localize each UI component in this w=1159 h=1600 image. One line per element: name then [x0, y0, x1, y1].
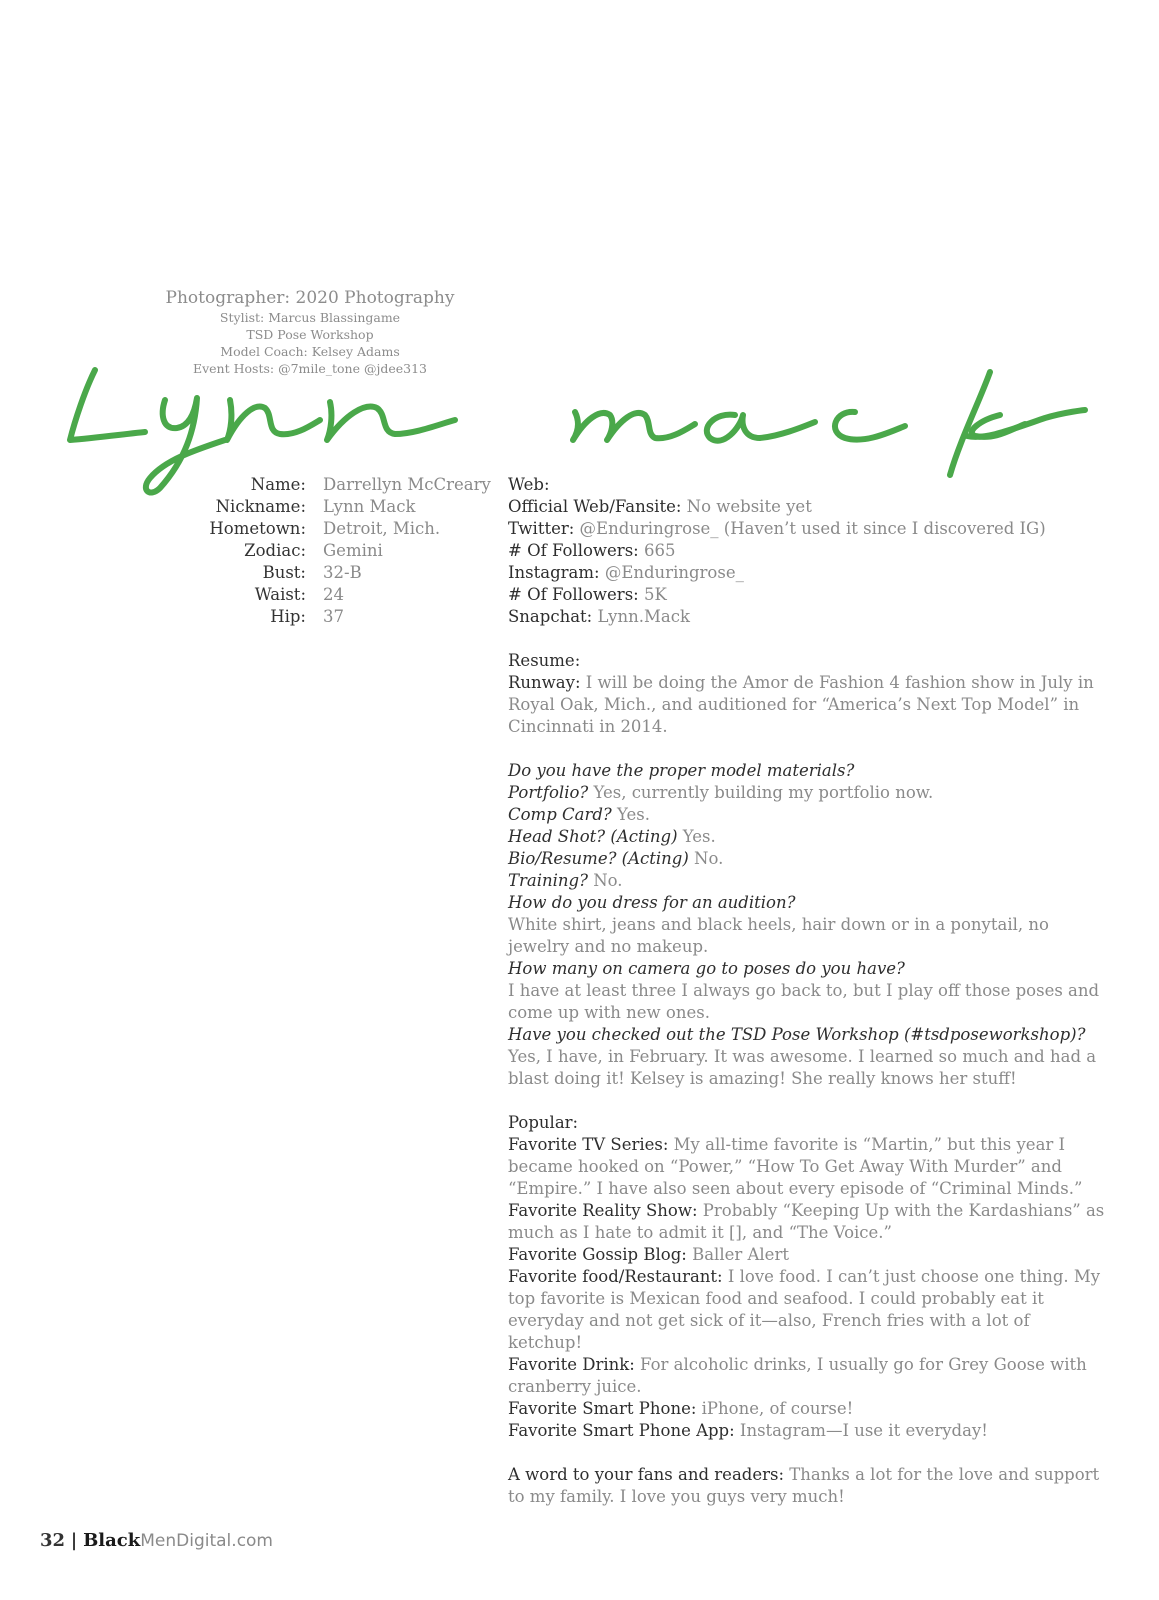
field-value: @Enduringrose_ [599, 563, 744, 582]
field-value: iPhone, of course! [696, 1399, 854, 1418]
poses-question: How many on camera go to poses do you have? [508, 959, 905, 978]
field-value: 5K [638, 585, 667, 604]
favorite-app [508, 1420, 1108, 1442]
stat-key: Nickname: [215, 497, 306, 516]
popular-heading: Popular: [508, 1113, 579, 1132]
web-snapchat [508, 606, 1108, 628]
stat-value: Detroit, Mich. [323, 519, 441, 538]
photographer-credit: Photographer: 2020 Photography [165, 288, 455, 308]
portfolio-line [508, 782, 1108, 804]
head-shot-line [508, 826, 1108, 848]
stat-row [180, 562, 491, 584]
stat-value: 37 [323, 607, 344, 626]
stat-row [180, 518, 491, 540]
question: Bio/Resume? (Acting) [508, 849, 689, 868]
dress-question: How do you dress for an audition? [508, 893, 796, 912]
training-line [508, 870, 1108, 892]
question: Head Shot? (Acting) [508, 827, 678, 846]
web-site [508, 496, 1108, 518]
favorite-reality [508, 1200, 1108, 1244]
favorite-phone [508, 1398, 1108, 1420]
stat-row [180, 584, 491, 606]
dress-answer: White shirt, jeans and black heels, hair down or in a ponytail, no jewelry and no makeup. [508, 915, 1049, 956]
web-instagram-followers [508, 584, 1108, 606]
stat-key: Bust: [262, 563, 306, 582]
field-label: Official Web/Fansite: [508, 497, 682, 516]
stat-key: Waist: [254, 585, 306, 604]
footer-brand: Black [83, 1530, 141, 1551]
field-value: For alcoholic drinks, I usually go for Grey Goose with cranberry juice. [508, 1355, 1087, 1396]
fans-message [508, 1464, 1108, 1508]
field-label: # Of Followers: [508, 541, 639, 560]
web-twitter [508, 518, 1108, 540]
field-label: Favorite Smart Phone App: [508, 1421, 735, 1440]
field-value: Lynn.Mack [592, 607, 690, 626]
stylist-credit: Stylist: Marcus Blassingame [219, 310, 401, 325]
field-label: Favorite Reality Show: [508, 1201, 698, 1220]
field-label: A word to your fans and readers: [508, 1465, 785, 1484]
tsd-question: Have you checked out the TSD Pose Workshop (#tsdposeworkshop)? [508, 1025, 1086, 1044]
field-value: Instagram—I use it everyday! [734, 1421, 988, 1440]
field-label: Runway: [508, 673, 581, 692]
web-twitter-followers [508, 540, 1108, 562]
field-value: Baller Alert [686, 1245, 789, 1264]
stat-row [180, 474, 491, 496]
hosts-credit: Event Hosts: @7mile_tone @jdee313 [192, 361, 428, 376]
answer: Yes, currently building my portfolio now. [588, 783, 934, 802]
question: Comp Card? [508, 805, 612, 824]
poses-answer: I have at least three I always go back to, but I play off those poses and come up with new ones. [508, 981, 1100, 1022]
tsd-answer: Yes, I have, in February. It was awesome. I learned so much and had a blast doing it! Kelsey is amazing! She really knows her stuff! [508, 1047, 1097, 1088]
field-value: Thanks a lot for the love and support to my family. I love you guys very much! [508, 1465, 1100, 1506]
field-label: Favorite Drink: [508, 1355, 635, 1374]
page-footer [40, 1530, 273, 1551]
favorite-tv [508, 1134, 1108, 1200]
workshop-credit: TSD Pose Workshop [246, 327, 374, 342]
stat-key: Zodiac: [244, 541, 306, 560]
question: Portfolio? [508, 783, 589, 802]
question: Training? [508, 871, 588, 890]
resume-heading: Resume: [508, 651, 581, 670]
field-label: # Of Followers: [508, 585, 639, 604]
stat-key: Hometown: [209, 519, 306, 538]
favorite-gossip [508, 1244, 1108, 1266]
answer: No. [587, 871, 623, 890]
answer: Yes. [677, 827, 716, 846]
field-label: Favorite TV Series: [508, 1135, 669, 1154]
field-value: Probably “Keeping Up with the Kardashians” as much as I hate to admit it [], and “The Voice.” [508, 1201, 1105, 1242]
stat-value: Lynn Mack [323, 497, 416, 516]
field-value: My all-time favorite is “Martin,” but this year I became hooked on “Power,” “How To Get Away With Murder” and “Empire.” I have also seen about every episode of “Criminal Minds.” [508, 1135, 1083, 1198]
materials-question: Do you have the proper model materials? [508, 761, 855, 780]
web-instagram [508, 562, 1108, 584]
coach-credit: Model Coach: Kelsey Adams [220, 344, 400, 359]
bio-resume-line [508, 848, 1108, 870]
field-label: Favorite Smart Phone: [508, 1399, 697, 1418]
comp-card-line [508, 804, 1108, 826]
stat-key: Hip: [270, 607, 306, 626]
favorite-food [508, 1266, 1108, 1354]
answer: No. [688, 849, 724, 868]
model-stats [180, 474, 491, 628]
stat-value: 24 [323, 585, 344, 604]
footer-separator: | [70, 1530, 78, 1551]
field-value: I will be doing the Amor de Fashion 4 fashion show in July in Royal Oak, Mich., and auditioned for “America’s Next Top Model” in Cincinnati in 2014. [508, 673, 1094, 736]
stat-value: Gemini [323, 541, 383, 560]
stat-key: Name: [250, 475, 306, 494]
stat-value: Darrellyn McCreary [323, 475, 491, 494]
field-label: Snapchat: [508, 607, 593, 626]
page-number: 32 [40, 1530, 66, 1551]
field-value: @Enduringrose_ (Haven’t used it since I discovered IG) [574, 519, 1046, 538]
favorite-drink [508, 1354, 1108, 1398]
answer: Yes. [611, 805, 650, 824]
field-value: 665 [638, 541, 676, 560]
field-value: I love food. I can’t just choose one thing. My top favorite is Mexican food and seafood. I could probably eat it everyday and not get sick of it—also, French fries with a lot of ketchup! [508, 1267, 1101, 1352]
web-heading: Web: [508, 475, 550, 494]
field-value: No website yet [681, 497, 812, 516]
stat-row [180, 496, 491, 518]
field-label: Instagram: [508, 563, 600, 582]
field-label: Twitter: [508, 519, 575, 538]
stat-row [180, 540, 491, 562]
footer-domain: MenDigital.com [140, 1531, 273, 1551]
stat-value: 32-B [323, 563, 362, 582]
interview-column [508, 474, 1108, 1508]
resume-runway [508, 672, 1108, 738]
field-label: Favorite Gossip Blog: [508, 1245, 687, 1264]
field-label: Favorite food/Restaurant: [508, 1267, 723, 1286]
stat-row [180, 606, 491, 628]
